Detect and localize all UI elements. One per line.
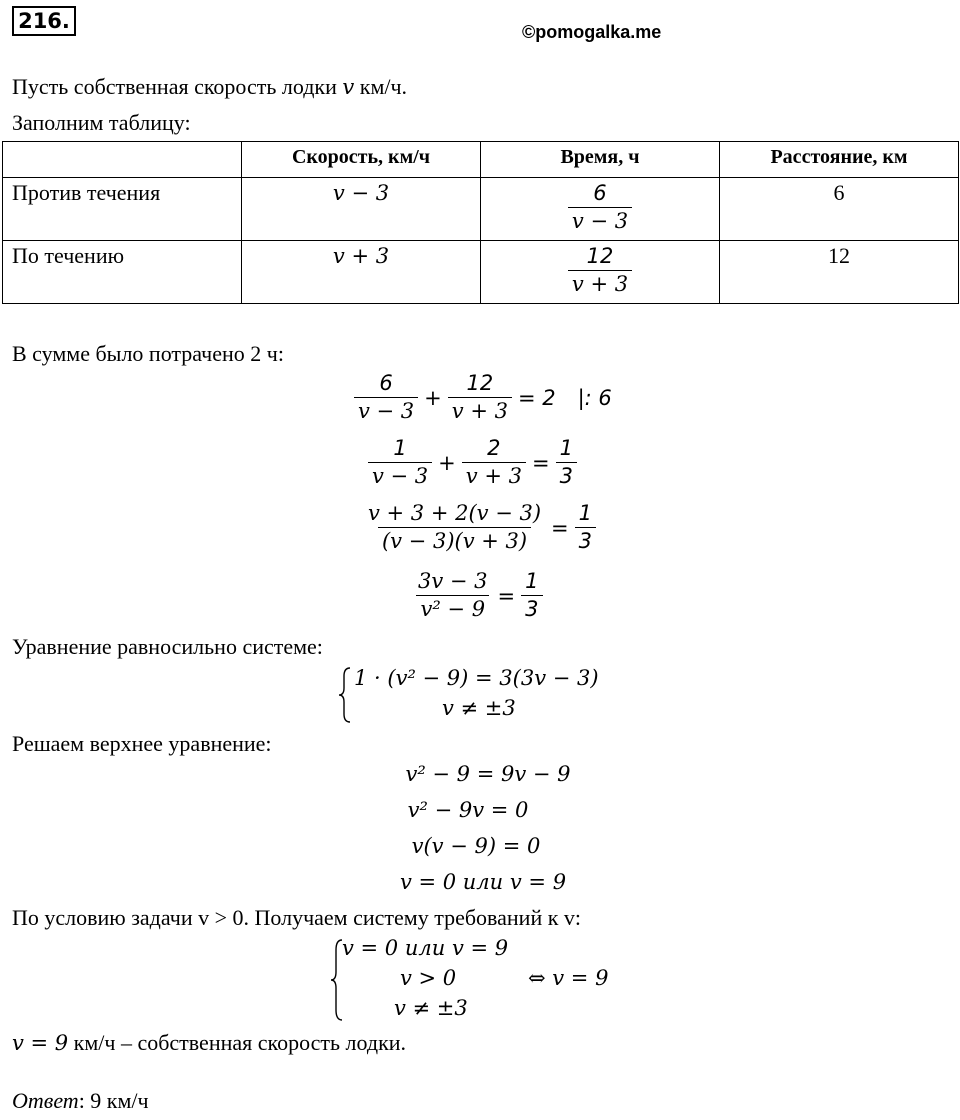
table-row — [3, 241, 959, 304]
fraction-numerator: 3v − 3 — [418, 569, 488, 593]
equation-rhs: = 2 — [517, 385, 556, 410]
time-numerator: 12 — [586, 244, 614, 268]
solution-step: v = 0 или v = 9 — [399, 870, 567, 894]
watermark: ©pomogalka.me — [522, 22, 662, 42]
system-2-line-2: v > 0 — [400, 966, 457, 990]
system-2-result: ⇔ v = 9 — [528, 966, 609, 990]
conclusion-text: км/ч – собственная скорость лодки. — [68, 1030, 407, 1055]
table-header-cell: Расстояние, км — [720, 142, 959, 178]
fraction-numerator: 6 — [379, 371, 393, 395]
problem-number: 216. — [12, 6, 76, 36]
system-1-line-2: v ≠ ±3 — [442, 696, 516, 720]
equation-1 — [354, 370, 612, 425]
condition-text: По условию задачи v > 0. Получаем систему требований к v: — [12, 905, 582, 930]
fraction-denominator: 3 — [556, 462, 577, 490]
distance-value: 12 — [720, 241, 959, 304]
intro-line-2: Заполним таблицу: — [12, 110, 191, 135]
plus-sign: + — [424, 385, 442, 410]
left-brace-icon — [338, 666, 352, 724]
row-label: Против течения — [3, 178, 242, 241]
time-fraction — [568, 243, 632, 298]
fraction-denominator: v − 3 — [354, 397, 418, 425]
equation-4 — [414, 568, 543, 623]
speed-value: v − 3 — [332, 181, 390, 205]
intro-text-post: км/ч. — [354, 74, 408, 99]
speed-table — [2, 141, 959, 304]
conclusion-math: v = 9 — [12, 1031, 69, 1055]
fraction-denominator: 3 — [521, 595, 542, 623]
distance-value: 6 — [720, 178, 959, 241]
system-2-line-3: v ≠ ±3 — [394, 996, 468, 1020]
speed-value: v + 3 — [332, 244, 390, 268]
answer-value: : 9 км/ч — [78, 1088, 149, 1113]
fraction-numerator: 1 — [393, 436, 407, 460]
fraction-denominator: 3 — [575, 527, 596, 555]
solution-step: v² − 9v = 0 — [407, 798, 529, 822]
answer-label: Ответ — [12, 1088, 79, 1113]
fraction-numerator: 2 — [487, 436, 501, 460]
equation-2 — [368, 435, 577, 490]
fraction-numerator: 1 — [578, 501, 593, 525]
fraction-numerator: v + 3 + 2(v − 3) — [368, 501, 542, 525]
system-1-line-1: 1 · (v² − 9) = 3(3v − 3) — [354, 666, 599, 690]
table-header-cell — [3, 142, 242, 178]
system-text: Уравнение равносильно системе: — [12, 634, 323, 659]
intro-text-pre: Пусть собственная скорость лодки — [12, 74, 343, 99]
sum-text: В сумме было потрачено 2 ч: — [12, 341, 284, 366]
intro-line-1 — [12, 74, 407, 100]
time-fraction — [568, 180, 632, 235]
solution-step: v(v − 9) = 0 — [411, 834, 541, 858]
system-1 — [338, 664, 628, 728]
fraction-denominator: v² − 9 — [416, 595, 489, 623]
answer — [12, 1088, 149, 1114]
plus-sign: + — [438, 450, 456, 475]
equals-sign: = — [551, 515, 569, 540]
time-denominator: v − 3 — [568, 207, 632, 235]
table-header-cell: Скорость, км/ч — [242, 142, 481, 178]
time-numerator: 6 — [593, 181, 607, 205]
time-denominator: v + 3 — [568, 270, 632, 298]
solution-step: v² − 9 = 9v − 9 — [405, 762, 571, 786]
table-row — [3, 178, 959, 241]
equals-sign: = — [531, 450, 550, 475]
fraction-numerator: 12 — [466, 371, 494, 395]
system-2 — [330, 936, 640, 1026]
fraction-numerator: 1 — [559, 436, 573, 460]
fraction-denominator: v + 3 — [448, 397, 512, 425]
equals-sign: = — [497, 583, 516, 608]
equation-3 — [364, 500, 596, 555]
table-header-row — [3, 142, 959, 178]
conclusion — [12, 1030, 406, 1056]
fraction-numerator: 1 — [525, 569, 539, 593]
solve-text: Решаем верхнее уравнение: — [12, 731, 272, 756]
table-header-cell: Время, ч — [481, 142, 720, 178]
intro-variable: v — [342, 75, 355, 99]
row-label: По течению — [3, 241, 242, 304]
system-2-line-1: v = 0 или v = 9 — [342, 936, 509, 960]
equation-note: |: 6 — [577, 385, 612, 410]
fraction-denominator: v + 3 — [462, 462, 526, 490]
fraction-denominator: (v − 3)(v + 3) — [378, 527, 531, 555]
fraction-denominator: v − 3 — [368, 462, 432, 490]
